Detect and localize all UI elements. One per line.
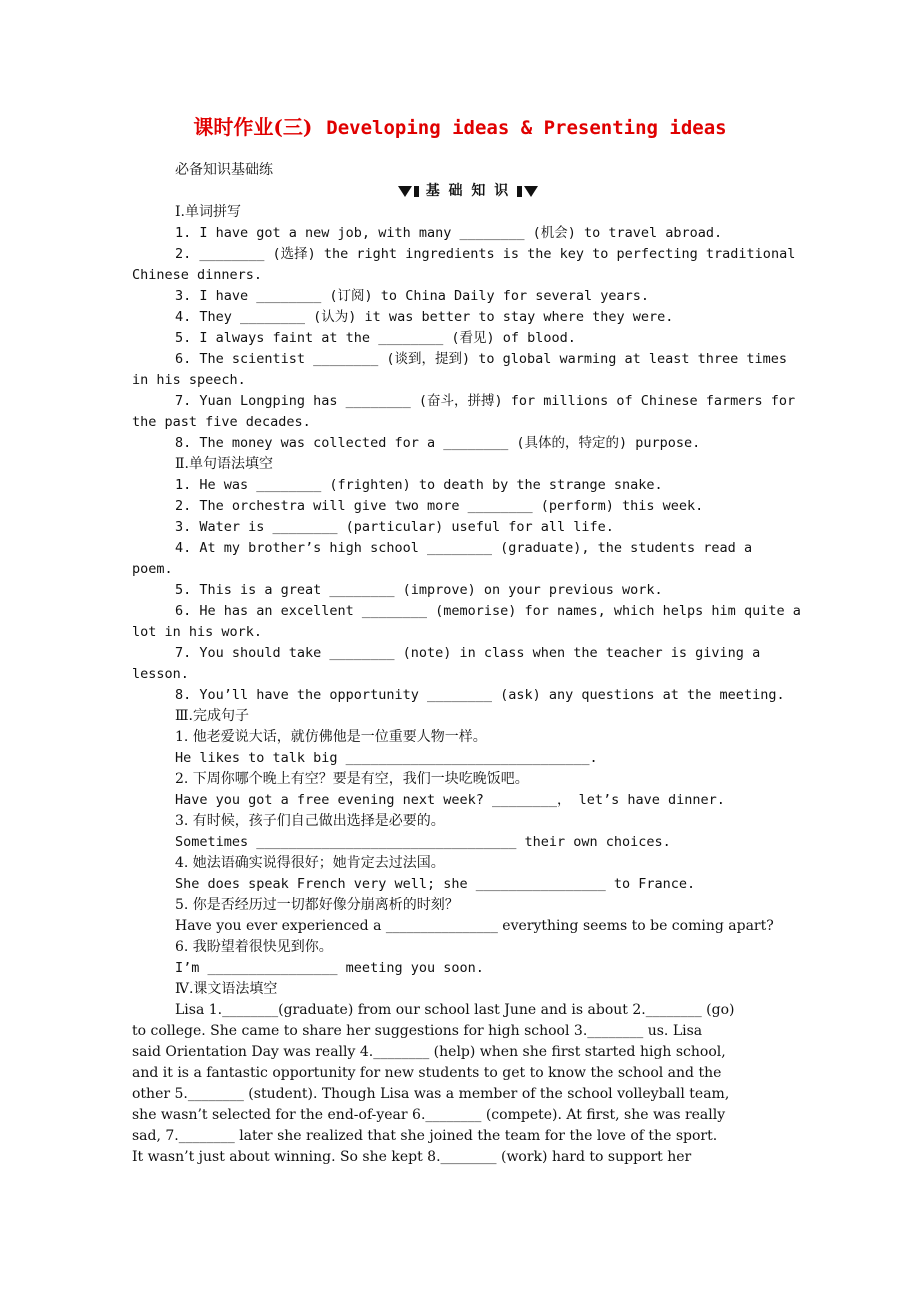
s1-line: the past five decades. — [132, 414, 311, 430]
s1-line: 4. They ________ (认为) it was better to stay where they were. — [175, 309, 674, 325]
s2-line: 5. This is a great ________ (improve) on your previous work. — [175, 582, 663, 598]
s2-line: 8. You’ll have the opportunity ________ (ask) any questions at the meeting. — [175, 687, 785, 703]
s3-line: She does speak French very well; she ________________ to France. — [175, 876, 696, 892]
s2-line: 4. At my brother’s high school ________ (graduate), the students read a — [175, 540, 753, 556]
s1-line: 1. I have got a new job, with many ________ (机会) to travel abroad. — [175, 225, 723, 241]
section-3-title: Ⅲ.完成句子 — [175, 708, 249, 724]
content-block — [132, 160, 804, 1168]
s1-line: Chinese dinners. — [132, 267, 263, 283]
s4-line: said Orientation Day was really 4.________ (help) when she first started high school, — [132, 1044, 726, 1060]
s1-line: 5. I always faint at the ________ (看见) of blood. — [175, 330, 576, 346]
s3-line: 1. 他老爱说大话，就仿佛他是一位重要人物一样。 — [175, 729, 487, 745]
subheading — [132, 181, 804, 202]
s1-line: 6. The scientist ________ (谈到，提到) to global warming at least three times — [175, 351, 788, 367]
s4-line: Lisa 1.________(graduate) from our school last June and is about 2.________ (go) — [175, 1002, 735, 1018]
s2-line: lesson. — [132, 666, 189, 682]
s1-line: 7. Yuan Longping has ________ (奋斗，拼搏) for millions of Chinese farmers for — [175, 393, 796, 409]
s1-line: 2. ________ (选择) the right ingredients is the key to perfecting traditional — [175, 246, 796, 262]
s3-line: 5. 你是否经历过一切都好像分崩离析的时刻？ — [175, 897, 459, 913]
section-4-title: Ⅳ.课文语法填空 — [175, 981, 278, 997]
s2-line: 3. Water is ________ (particular) useful for all life. — [175, 519, 614, 535]
s4-line: she wasn’t selected for the end-of-year 6.________ (compete). At first, she was really — [132, 1107, 726, 1123]
s4-line: sad, 7.________ later she realized that she joined the team for the love of the sport. — [132, 1128, 718, 1144]
s4-line: It wasn’t just about winning. So she kept 8.________ (work) hard to support her — [132, 1149, 692, 1165]
s1-line: 3. I have ________ (订阅) to China Daily for several years. — [175, 288, 650, 304]
subheading-text: 基 础 知 识 — [425, 183, 511, 199]
triangle-right-icon — [517, 183, 540, 199]
s3-line: 2. 下周你哪个晚上有空？要是有空，我们一块吃晚饭吧。 — [175, 771, 529, 787]
s2-line: 7. You should take ________ (note) in class when the teacher is giving a — [175, 645, 761, 661]
s3-line: He likes to talk big ______________________________. — [175, 750, 598, 766]
s3-line: I’m ________________ meeting you soon. — [175, 960, 484, 976]
s2-line: 6. He has an excellent ________ (memorise) for names, which helps him quite a — [175, 603, 801, 619]
section-heading: 必备知识基础练 — [175, 162, 273, 178]
s1-line: in his speech. — [132, 372, 246, 388]
s4-line: other 5.________ (student). Though Lisa was a member of the school volleyball team, — [132, 1086, 730, 1102]
s3-line: 3. 有时候，孩子们自己做出选择是必要的。 — [175, 813, 445, 829]
s3-line: 6. 我盼望着很快见到你。 — [175, 939, 333, 955]
s3-line: Sometimes ________________________________ their own choices. — [175, 834, 671, 850]
section-2-title: Ⅱ.单句语法填空 — [175, 456, 273, 472]
page-title — [0, 113, 920, 142]
s3-line: 4. 她法语确实说得很好；她肯定去过法国。 — [175, 855, 445, 871]
s4-line: and it is a fantastic opportunity for new students to get to know the school and the — [132, 1065, 722, 1081]
s2-line: poem. — [132, 561, 173, 577]
s3-line: Have you ever experienced a ________________ everything seems to be coming apart? — [175, 918, 774, 934]
s2-line: 2. The orchestra will give two more ________ (perform) this week. — [175, 498, 704, 514]
s3-line: Have you got a free evening next week? ________， let’s have dinner. — [175, 792, 725, 808]
title-en: Developing ideas & Presenting ideas — [326, 117, 727, 139]
section-1-title: Ⅰ.单词拼写 — [175, 204, 241, 220]
s4-line: to college. She came to share her suggestions for high school 3.________ us. Lisa — [132, 1023, 703, 1039]
s2-line: 1. He was ________ (frighten) to death by the strange snake. — [175, 477, 663, 493]
s1-line: 8. The money was collected for a ________ (具体的，特定的) purpose. — [175, 435, 701, 451]
triangle-left-icon — [396, 183, 419, 199]
title-cn: 课时作业(三) — [193, 115, 313, 139]
s2-line: lot in his work. — [132, 624, 263, 640]
